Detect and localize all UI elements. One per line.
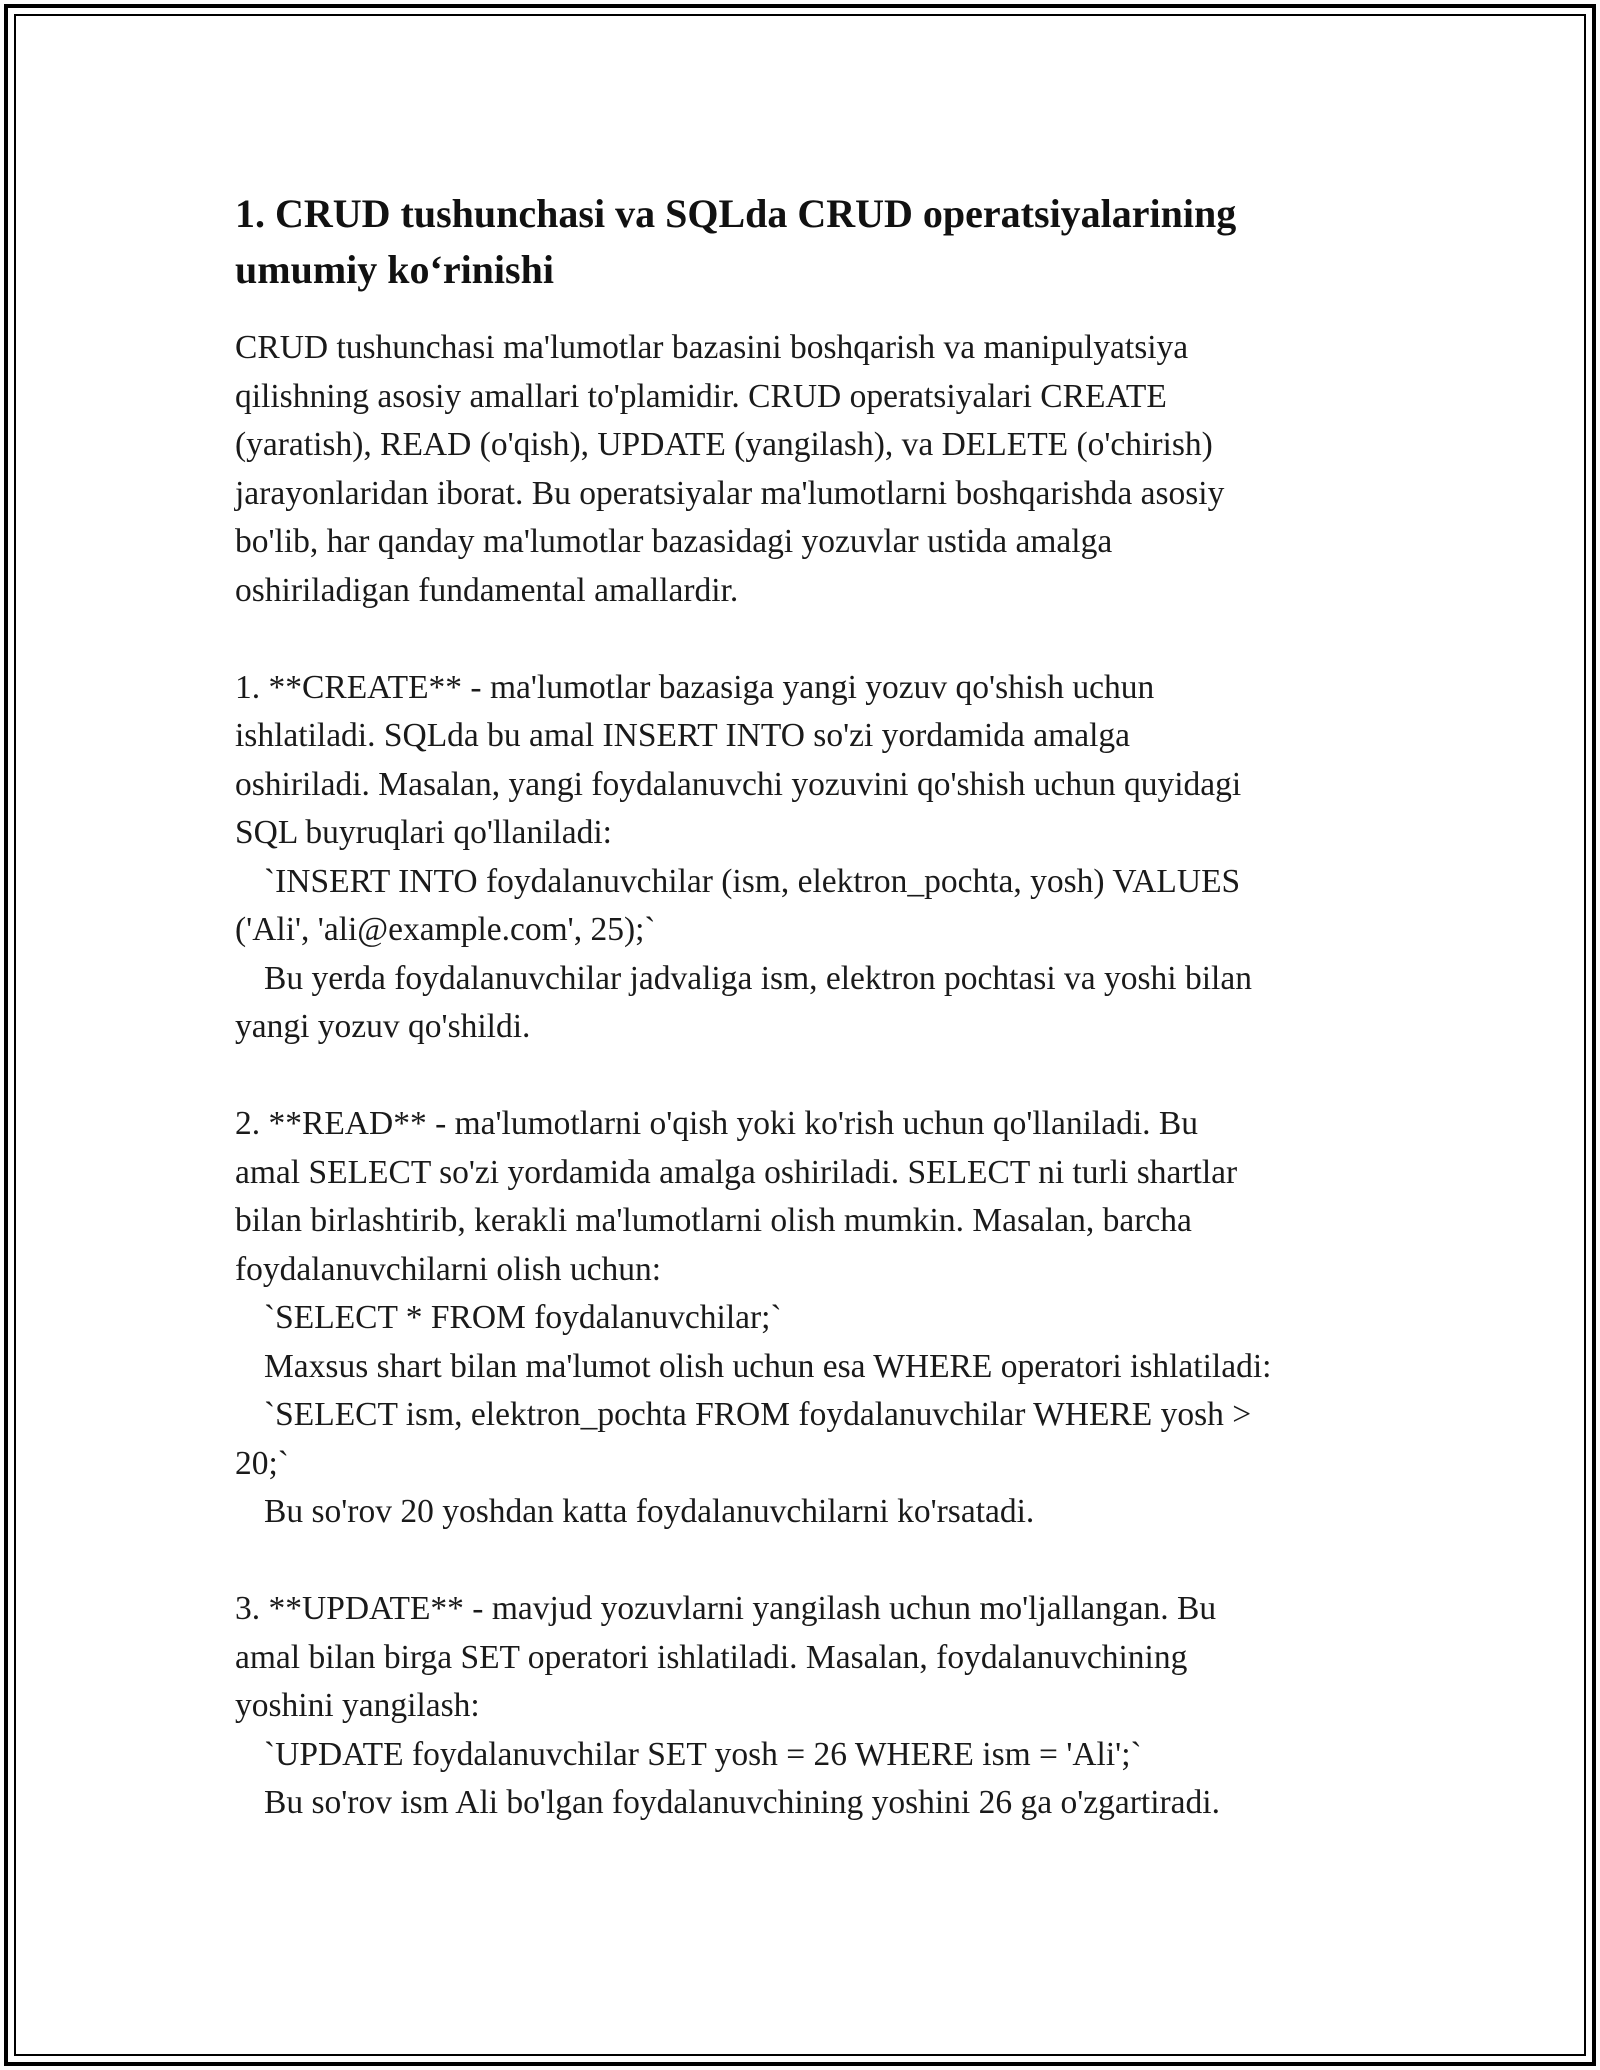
- intro-line: bo'lib, har qanday ma'lumotlar bazasidagi yozuvlar ustida amalga: [235, 523, 1113, 560]
- create-line: 1. **CREATE** - ma'lumotlar bazasiga yangi yozuv qo'shish uchun: [235, 668, 1155, 706]
- create-sql-code-continued: ('Ali', 'ali@example.com', 25);`: [235, 911, 656, 948]
- update-line: yoshini yangilash:: [235, 1687, 480, 1724]
- read-line: foydalanuvchilarni olish uchun:: [235, 1250, 662, 1288]
- read-line: bilan birlashtirib, kerakli ma'lumotlarni olish mumkin. Masalan, barcha: [235, 1202, 1192, 1239]
- read-note-2: Bu so'rov 20 yoshdan katta foydalanuvchilarni ko'rsatadi.: [264, 1493, 1035, 1530]
- update-section: [235, 1585, 1365, 1828]
- paragraph-gap: [235, 1052, 1365, 1101]
- section-title-line-2: umumiy ko‘rinishi: [235, 247, 554, 292]
- update-note: Bu so'rov ism Ali bo'lgan foydalanuvchining yoshini 26 ga o'zgartiradi.: [264, 1784, 1220, 1821]
- create-line: oshiriladi. Masalan, yangi foydalanuvchi yozuvini qo'shish uchun quyidagi: [235, 765, 1242, 803]
- read-section: [235, 1100, 1365, 1537]
- create-note-continued: yangi yozuv qo'shildi.: [235, 1008, 531, 1045]
- create-section: [235, 664, 1365, 1052]
- read-note-1: Maxsus shart bilan ma'lumot olish uchun esa WHERE operatori ishlatiladi:: [264, 1347, 1272, 1385]
- read-sql-code-2-continued: 20;`: [235, 1444, 289, 1482]
- read-sql-code-1: `SELECT * FROM foydalanuvchilar;`: [264, 1299, 782, 1336]
- create-line: SQL buyruqlari qo'llaniladi:: [235, 814, 612, 851]
- document-body: [235, 186, 1365, 1828]
- section-title-line-1: 1. CRUD tushunchasi va SQLda CRUD operatsiyalarining: [235, 191, 1237, 236]
- intro-line: jarayonlaridan iborat. Bu operatsiyalar ma'lumotlarni boshqarishda asosiy: [235, 474, 1225, 512]
- intro-paragraph: [235, 324, 1365, 615]
- section-title: [235, 186, 1365, 298]
- update-line: amal bilan birga SET operatori ishlatiladi. Masalan, foydalanuvchining: [235, 1638, 1188, 1676]
- intro-line: CRUD tushunchasi ma'lumotlar bazasini boshqarish va manipulyatsiya: [235, 329, 1189, 366]
- read-line: amal SELECT so'zi yordamida amalga oshiriladi. SELECT ni turli shartlar: [235, 1153, 1238, 1191]
- create-sql-code: `INSERT INTO foydalanuvchilar (ism, elektron_pochta, yosh) VALUES: [264, 862, 1241, 900]
- intro-line: (yaratish), READ (o'qish), UPDATE (yangilash), va DELETE (o'chirish): [235, 426, 1213, 463]
- create-line: ishlatiladi. SQLda bu amal INSERT INTO so'zi yordamida amalga: [235, 717, 1131, 754]
- intro-line: qilishning asosiy amallari to'plamidir. CRUD operatsiyalari CREATE: [235, 377, 1167, 415]
- update-line: 3. **UPDATE** - mavjud yozuvlarni yangilash uchun mo'ljallangan. Bu: [235, 1590, 1217, 1627]
- intro-line: oshiriladigan fundamental amallardir.: [235, 571, 739, 609]
- create-note: Bu yerda foydalanuvchilar jadvaliga ism, elektron pochtasi va yoshi bilan: [264, 959, 1252, 997]
- read-line: 2. **READ** - ma'lumotlarni o'qish yoki ko'rish uchun qo'llaniladi. Bu: [235, 1105, 1198, 1142]
- read-sql-code-2: `SELECT ism, elektron_pochta FROM foydalanuvchilar WHERE yosh >: [264, 1396, 1252, 1433]
- paragraph-gap: [235, 1537, 1365, 1586]
- update-sql-code: `UPDATE foydalanuvchilar SET yosh = 26 WHERE ism = 'Ali';`: [264, 1735, 1142, 1773]
- paragraph-gap: [235, 615, 1365, 664]
